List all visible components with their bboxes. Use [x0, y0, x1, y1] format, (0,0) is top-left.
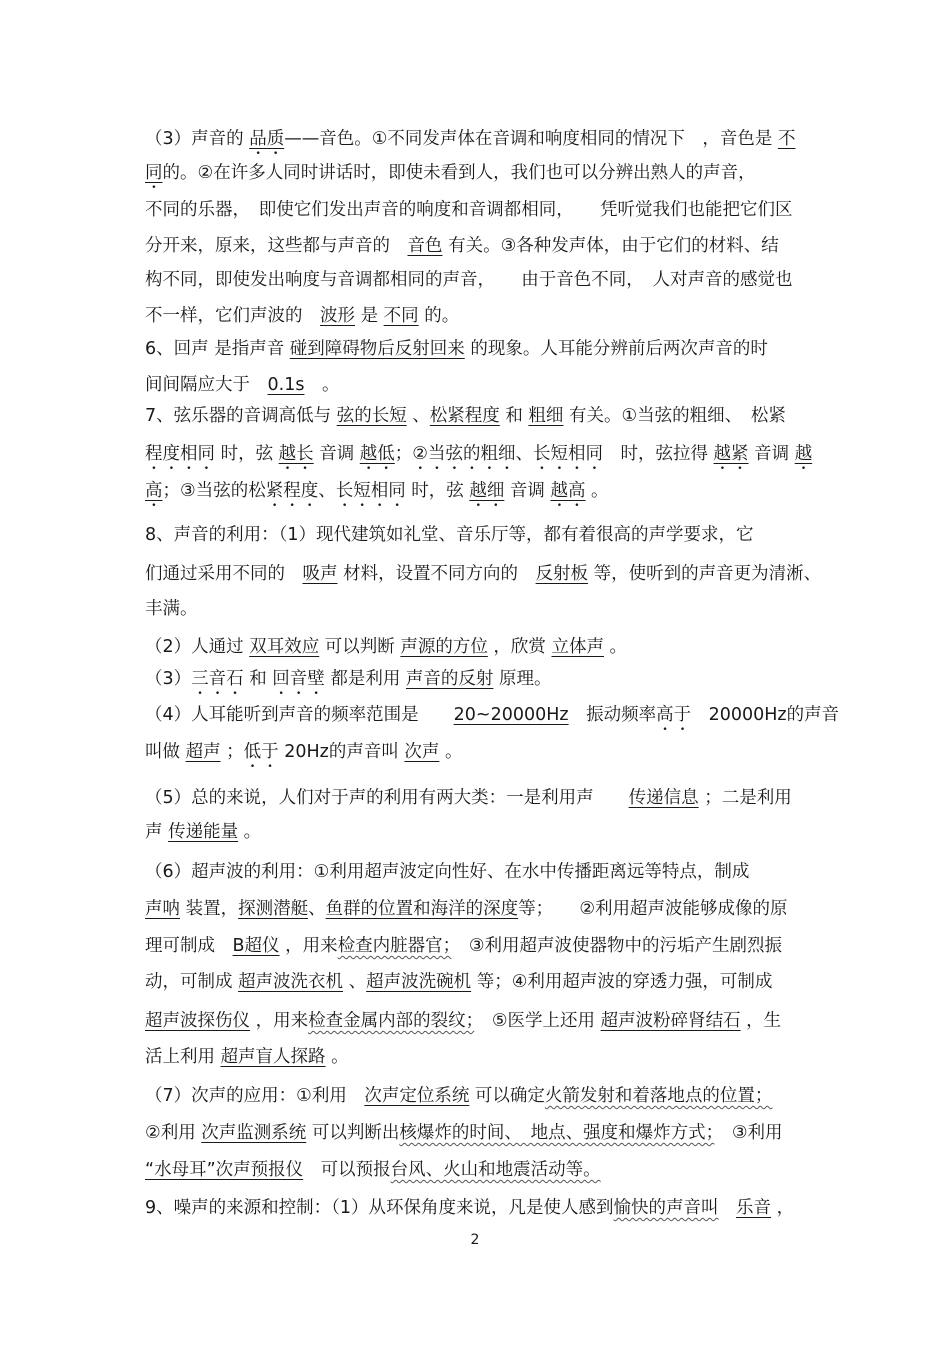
text: （3）	[145, 669, 192, 689]
text: ③利用超声波使器物中的污垢产生剧烈振	[451, 936, 783, 956]
text: 都是利用	[324, 669, 406, 689]
text: 。	[439, 742, 463, 762]
answer-blank: 声音的反射	[405, 669, 494, 689]
text: 的现象。人耳能分辨前后两次声音的时	[464, 339, 768, 359]
text-line	[145, 897, 815, 921]
text-line	[145, 786, 815, 810]
answer-blank: 检查内脏器官；	[337, 936, 452, 956]
answer-blank: 弦的长短	[336, 406, 407, 426]
answer-blank: 品质	[249, 129, 285, 149]
answer-blank: 超声波洗碗机	[366, 972, 472, 992]
text-line	[145, 127, 815, 159]
answer-blank: 碰到障碍物后反射回来	[289, 339, 465, 359]
answer-blank: 吸声	[302, 564, 338, 584]
text: 和	[499, 406, 529, 426]
text: 有关。③各种发声体，由于它们的材料、结	[442, 236, 779, 256]
text-line	[145, 404, 815, 428]
answer-blank: 检查金属内部的裂纹；	[308, 1011, 475, 1031]
answer-blank: 不同	[383, 306, 419, 326]
answer-blank: 越	[794, 444, 813, 464]
text-line	[145, 1084, 815, 1108]
text-line	[145, 442, 815, 474]
text: 6、回声 是指声音	[145, 339, 290, 359]
text: 和	[243, 669, 273, 689]
answer-blank: 越紧	[713, 444, 749, 464]
text: ；二是利用	[698, 788, 792, 808]
text: 7、弦乐器的音调高低与	[145, 406, 337, 426]
text: 分开来，原来，这些都与声音的	[145, 236, 408, 256]
text: ③利用	[714, 1123, 783, 1143]
answer-blank: 双耳效应	[249, 637, 320, 657]
answer-blank: 越细	[469, 481, 505, 501]
answer-blank: 20~20000Hz	[453, 705, 569, 725]
text: 音调	[748, 444, 795, 464]
answer-blank: 声源的方位	[400, 637, 488, 657]
text: 紧程度、长短相同	[265, 481, 406, 501]
text: 的。	[418, 306, 460, 326]
text-line	[145, 562, 822, 586]
answer-blank: 台风、火山和地震活动等。	[390, 1160, 601, 1180]
text: 可以预报	[303, 1160, 391, 1180]
answer-blank: 次声监测系统	[201, 1123, 307, 1143]
text: 间间隔应大于	[145, 375, 268, 395]
text-line	[145, 667, 815, 699]
answer-blank: 超声波洗衣机	[238, 972, 344, 992]
text: 等，使听到的声音更为清淅、	[588, 564, 822, 584]
text: （4）人耳能听到声音的频率范围是	[145, 705, 454, 725]
text: （7）次声的应用：①利用	[145, 1086, 365, 1106]
answer-blank: 不	[777, 129, 796, 149]
text: ；②当弦的粗细、长短相同	[394, 444, 603, 464]
text-line	[145, 479, 815, 511]
text-line	[145, 703, 840, 735]
answer-blank: “水母耳”次声预报仪	[145, 1160, 304, 1180]
text: ——音色。①不同发声体在音调和响度相同的情况下 ，音色是	[284, 129, 778, 149]
text: 活上利用	[145, 1047, 221, 1067]
answer-blank: 声呐	[145, 899, 180, 919]
text: 理可制成	[145, 936, 233, 956]
text: 8、声音的利用：（1）现代建筑如礼堂、音乐厅等，都有着很高的声学要求，它	[145, 525, 754, 545]
text: ⑤医学上还用	[474, 1011, 601, 1031]
text: ；	[220, 742, 244, 762]
text: 20000Hz的声音	[691, 705, 840, 725]
text-line	[145, 161, 815, 193]
text: 回音壁	[272, 669, 325, 689]
answer-blank: 0.1s	[267, 375, 305, 395]
answer-blank: 越高	[550, 481, 586, 501]
text: 动，可制成	[145, 972, 239, 992]
answer-blank: 音色	[407, 236, 443, 256]
text: 时，弦	[215, 444, 279, 464]
text: 程度相同	[145, 444, 215, 464]
text: ，	[771, 1198, 795, 1218]
answer-blank: 超声波探伤仪	[145, 1011, 250, 1031]
text-line	[145, 820, 815, 844]
text: （2）人通过	[145, 637, 250, 657]
text: 9、噪声的来源和控制：（1）从环保角度来说，凡是使人感到	[145, 1198, 614, 1218]
text-line	[145, 1158, 815, 1182]
text-line	[145, 337, 815, 361]
text: 振动频率	[568, 705, 657, 725]
answer-blank: 火箭发射和着落地点的位置；	[544, 1086, 773, 1106]
text-line	[145, 1045, 815, 1069]
text-line	[145, 523, 815, 547]
answer-blank: 传递信息	[628, 788, 699, 808]
text: 构不同，即使发出响度与音调都相同的声音， 由于音色不同， 人对声音的感觉也	[145, 270, 793, 290]
answer-blank: 越长	[278, 444, 314, 464]
text: 是	[355, 306, 384, 326]
text: 不同的乐器， 即使它们发出声音的响度和音调都相同， 凭听觉我们也能把它们区	[145, 200, 793, 220]
text: 20Hz的声音叫	[278, 742, 405, 762]
text: 。	[325, 1047, 349, 1067]
text: 可以判断出	[306, 1123, 400, 1143]
text: ；③当弦的松	[162, 481, 266, 501]
answer-blank: 次声定位系统	[364, 1086, 470, 1106]
text: 声	[145, 822, 169, 842]
answer-blank: 立体声	[551, 637, 604, 657]
answer-blank: 同	[145, 163, 163, 183]
answer-blank: 核爆炸的时间、 地点、强度和爆炸方式；	[399, 1123, 715, 1143]
text-line	[145, 970, 815, 994]
text: 。	[585, 481, 609, 501]
text-line	[145, 198, 815, 222]
text: 高于	[656, 705, 692, 725]
text: ，用来	[250, 1011, 309, 1031]
text: （5）总的来说，人们对于声的利用有两大类：一是利用声	[145, 788, 629, 808]
text-line	[145, 1121, 815, 1145]
text: 有关。①当弦的粗细、 松紧	[563, 406, 786, 426]
answer-blank: 传递能量	[168, 822, 239, 842]
answer-blank: 超声盲人探路	[220, 1047, 326, 1067]
text: 三音石	[191, 669, 244, 689]
answer-blank: 超声	[185, 742, 221, 762]
text: 低于	[243, 742, 279, 762]
answer-blank: 超声波粉碎肾结石	[600, 1011, 741, 1031]
text-line	[145, 860, 815, 884]
text-line	[145, 268, 815, 292]
answer-blank: 越低	[359, 444, 395, 464]
text-line	[145, 740, 815, 772]
answer-blank: 粗细	[528, 406, 564, 426]
text-line	[145, 934, 815, 958]
answer-blank: 波形	[320, 306, 355, 326]
text: 材料，设置不同方向的	[337, 564, 536, 584]
text: ，欣赏	[487, 637, 552, 657]
answer-blank: 松紧程度	[429, 406, 500, 426]
text: 。	[603, 637, 628, 657]
text: 音调	[313, 444, 360, 464]
text: 音调	[504, 481, 551, 501]
text	[719, 1198, 737, 1218]
text: 等； ②利用超声波能够成像的原	[518, 899, 788, 919]
text-line	[145, 234, 815, 258]
text: 、	[343, 972, 367, 992]
text-line	[145, 597, 815, 621]
text: （6）超声波的利用：①利用超声波定向性好、在水中传播距离远等特点，制成	[145, 862, 750, 882]
answer-blank: 反射板	[535, 564, 589, 584]
text: 时，弦拉得	[602, 444, 714, 464]
text-line	[145, 1196, 815, 1220]
answer-blank: 次声	[404, 742, 440, 762]
text: （3）声音的	[145, 129, 250, 149]
answer-blank: 愉快的声音叫	[613, 1198, 719, 1218]
text: 不一样，它们声波的	[145, 306, 320, 326]
text: 装置，	[180, 899, 239, 919]
text: 、	[308, 899, 326, 919]
text: ，用来	[279, 936, 338, 956]
text-line	[145, 1009, 815, 1033]
text: 丰满。	[145, 599, 198, 619]
text: ②利用	[145, 1123, 202, 1143]
text: 们通过采用不同的	[145, 564, 303, 584]
text: 、	[406, 406, 430, 426]
answer-blank: 乐音	[736, 1198, 772, 1218]
text: 可以确定	[469, 1086, 545, 1106]
text: 等；④利用超声波的穿透力强，可制成	[471, 972, 773, 992]
text: 的。②在许多人同时讲话时，即使未看到人，我们也可以分辨出熟人的声音，	[162, 163, 756, 183]
page-number: 2	[470, 1232, 480, 1248]
text: 原理。	[493, 669, 552, 689]
text: ，生	[740, 1011, 782, 1031]
text: 时，弦	[405, 481, 470, 501]
text: 。	[238, 822, 262, 842]
answer-blank: 鱼群的位置和海洋的深度	[325, 899, 519, 919]
text-line	[145, 635, 815, 659]
answer-blank: 探测潜艇	[238, 899, 309, 919]
text: 叫做	[145, 742, 186, 762]
text-line	[145, 304, 815, 328]
answer-blank: B超仪	[232, 936, 280, 956]
answer-blank: 高	[145, 481, 163, 501]
text: 可以判断	[319, 637, 401, 657]
text: 。	[304, 375, 340, 395]
text-line	[145, 373, 815, 397]
